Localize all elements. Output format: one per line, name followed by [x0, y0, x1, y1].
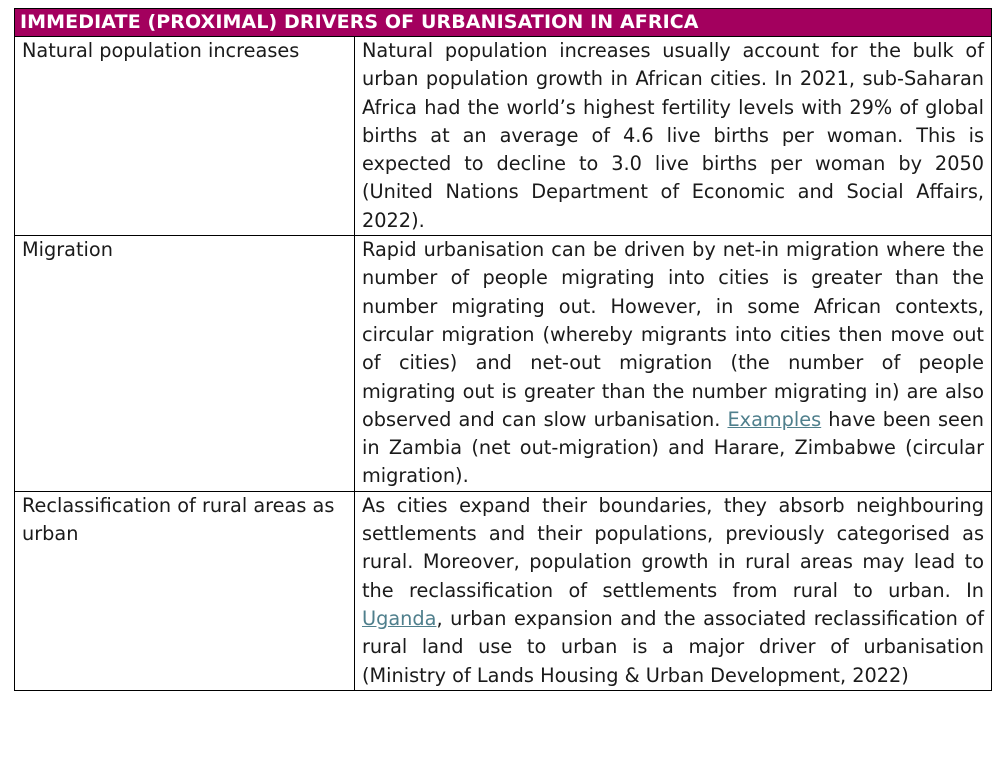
row-term: Reclassification of rural areas as urban [15, 491, 355, 690]
description-text: Rapid urbanisation can be driven by net-in migration where the number of people migrating into cities is greater than the number migrating out. However, in some African contexts, circular migration (whereby migrants into cities then move out of cities) and net-out migration (the number of people migrating out is greater than the number migrating in) are also observed and can slow urbanisation. [362, 238, 984, 431]
table-row-migration [15, 236, 992, 492]
row-description: Natural population increases usually account for the bulk of urban population growth in African cities. In 2021, sub-Saharan Africa had the world’s highest fertility levels with 29% of global births at an average of 4.6 live births per woman. This is expected to decline to 3.0 live births per woman by 2050 (United Nations Department of Economic and Social Affairs, 2022). [355, 37, 992, 236]
row-description [355, 491, 992, 690]
row-term: Natural population increases [15, 37, 355, 236]
description-text: have been seen in Zambia (net out-migration) and Harare, Zimbabwe (circular migration). [362, 407, 984, 488]
table-header-row [15, 9, 992, 37]
table-row-natural-population [15, 37, 992, 236]
examples-link[interactable]: Examples [727, 407, 822, 431]
uganda-link[interactable]: Uganda [362, 606, 437, 630]
row-term: Migration [15, 236, 355, 492]
table-header-title: IMMEDIATE (PROXIMAL) DRIVERS OF URBANISATION IN AFRICA [15, 9, 992, 37]
table-row-reclassification [15, 491, 992, 690]
description-text: As cities expand their boundaries, they absorb neighbouring settlements and their populations, previously categorised as rural. Moreover, population growth in rural areas may lead to the reclassification of settlements from rural to urban. In [362, 493, 984, 602]
drivers-table [14, 8, 992, 691]
row-description [355, 236, 992, 492]
description-text: , urban expansion and the associated reclassification of rural land use to urban is a major driver of urbanisation (Ministry of Lands Housing & Urban Development, 2022) [362, 606, 984, 687]
